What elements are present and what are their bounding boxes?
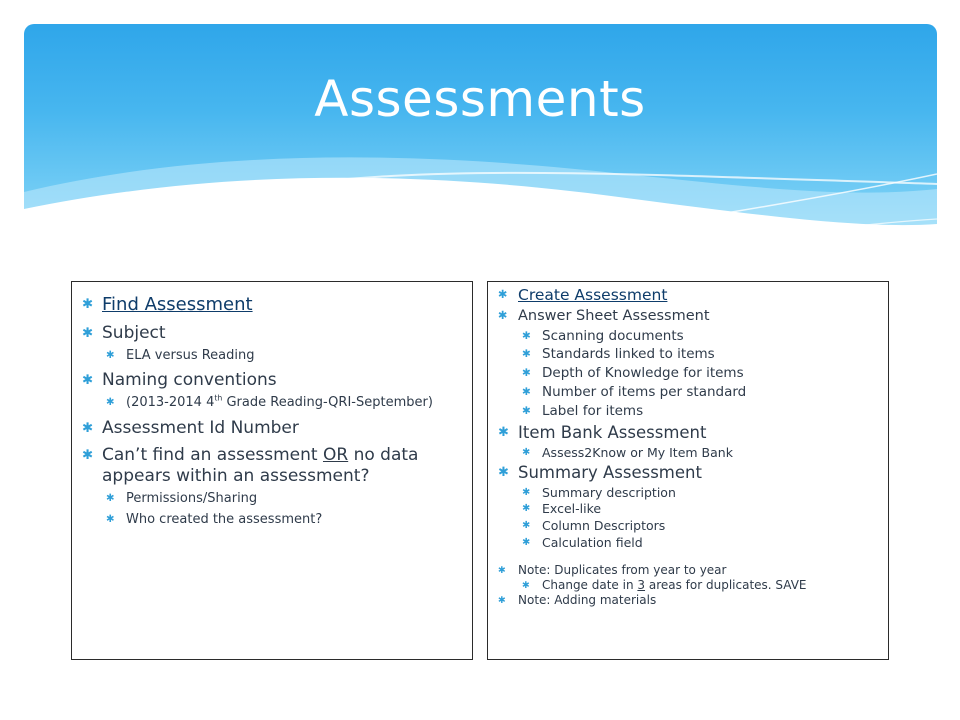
list-item <box>82 370 462 391</box>
wave-decoration <box>24 24 937 272</box>
naming-label: Naming conventions <box>102 370 277 390</box>
list-item <box>498 384 878 401</box>
asterisk-bullet-icon: ✱ <box>498 595 506 607</box>
list-item <box>82 491 462 507</box>
answer-item: Standards linked to items <box>542 346 715 363</box>
asterisk-bullet-icon: ✱ <box>82 297 94 312</box>
answer-item: Scanning documents <box>542 327 684 344</box>
id-number-label: Assessment Id Number <box>102 417 299 438</box>
list-item[interactable] <box>498 286 878 305</box>
list-item <box>82 445 462 488</box>
note-duplicates-detail: Change date in 3 areas for duplicates. SAVE <box>542 578 807 593</box>
item-bank-label: Item Bank Assessment <box>518 422 707 442</box>
list-item <box>498 578 878 593</box>
asterisk-bullet-icon: ✱ <box>522 536 531 548</box>
asterisk-bullet-icon: ✱ <box>522 386 531 399</box>
create-assessment-panel <box>487 281 889 660</box>
item-bank-detail: Assess2Know or My Item Bank <box>542 444 733 460</box>
list-item <box>498 463 878 484</box>
list-item <box>498 501 878 517</box>
list-item <box>498 307 878 325</box>
cant-find-text: Can’t find an assessment OR no data appears within an assessment? <box>102 444 419 486</box>
list-item <box>498 563 878 578</box>
list-item <box>498 423 878 444</box>
asterisk-bullet-icon: ✱ <box>498 309 508 323</box>
note-duplicates: Note: Duplicates from year to year <box>518 563 727 578</box>
list-item <box>498 535 878 551</box>
asterisk-bullet-icon: ✱ <box>106 513 115 525</box>
list-item <box>82 512 462 528</box>
list-item <box>82 323 462 344</box>
asterisk-bullet-icon: ✱ <box>522 580 530 592</box>
spacer <box>498 550 878 562</box>
find-assessment-panel <box>71 281 473 660</box>
asterisk-bullet-icon: ✱ <box>82 325 94 341</box>
subject-detail: ELA versus Reading <box>126 347 255 363</box>
list-item <box>498 365 878 382</box>
asterisk-bullet-icon: ✱ <box>498 424 509 440</box>
asterisk-bullet-icon: ✱ <box>522 367 531 380</box>
permissions-label: Permissions/Sharing <box>126 491 258 507</box>
list-item <box>82 418 462 439</box>
page-title: Assessments <box>314 70 646 128</box>
list-item <box>498 403 878 420</box>
title-banner <box>24 24 937 272</box>
list-item <box>82 395 462 411</box>
summary-label: Summary Assessment <box>518 463 702 483</box>
asterisk-bullet-icon: ✱ <box>522 329 531 342</box>
subject-label: Subject <box>102 322 166 343</box>
asterisk-bullet-icon: ✱ <box>522 503 531 515</box>
summary-item: Column Descriptors <box>542 518 666 533</box>
asterisk-bullet-icon: ✱ <box>82 447 94 463</box>
list-item <box>498 328 878 345</box>
note-materials: Note: Adding materials <box>518 593 657 608</box>
asterisk-bullet-icon: ✱ <box>522 348 531 361</box>
list-item <box>498 518 878 534</box>
answer-item: Depth of Knowledge for items <box>542 365 744 382</box>
who-created-label: Who created the assessment? <box>126 511 323 527</box>
list-item <box>498 445 878 461</box>
asterisk-bullet-icon: ✱ <box>498 288 508 301</box>
asterisk-bullet-icon: ✱ <box>522 405 531 417</box>
summary-item: Calculation field <box>542 534 643 550</box>
asterisk-bullet-icon: ✱ <box>82 373 94 388</box>
list-item <box>498 346 878 363</box>
asterisk-bullet-icon: ✱ <box>106 493 115 505</box>
naming-detail: (2013-2014 4th Grade Reading-QRI-September) <box>126 393 433 411</box>
summary-item: Excel-like <box>542 501 602 517</box>
list-item <box>498 593 878 608</box>
answer-sheet-label: Answer Sheet Assessment <box>518 308 710 325</box>
create-assessment-link[interactable]: Create Assessment <box>518 286 668 304</box>
list-item[interactable] <box>82 294 462 317</box>
list-item <box>82 348 462 364</box>
asterisk-bullet-icon: ✱ <box>498 565 506 577</box>
asterisk-bullet-icon: ✱ <box>522 520 531 531</box>
find-assessment-link[interactable]: Find Assessment <box>102 294 253 315</box>
answer-item: Number of items per standard <box>542 384 747 401</box>
asterisk-bullet-icon: ✱ <box>522 486 531 498</box>
asterisk-bullet-icon: ✱ <box>522 446 531 458</box>
answer-item: Label for items <box>542 403 644 419</box>
summary-item: Summary description <box>542 484 676 500</box>
asterisk-bullet-icon: ✱ <box>106 397 115 409</box>
asterisk-bullet-icon: ✱ <box>498 465 509 481</box>
asterisk-bullet-icon: ✱ <box>106 349 115 361</box>
list-item <box>498 485 878 501</box>
asterisk-bullet-icon: ✱ <box>82 420 94 436</box>
